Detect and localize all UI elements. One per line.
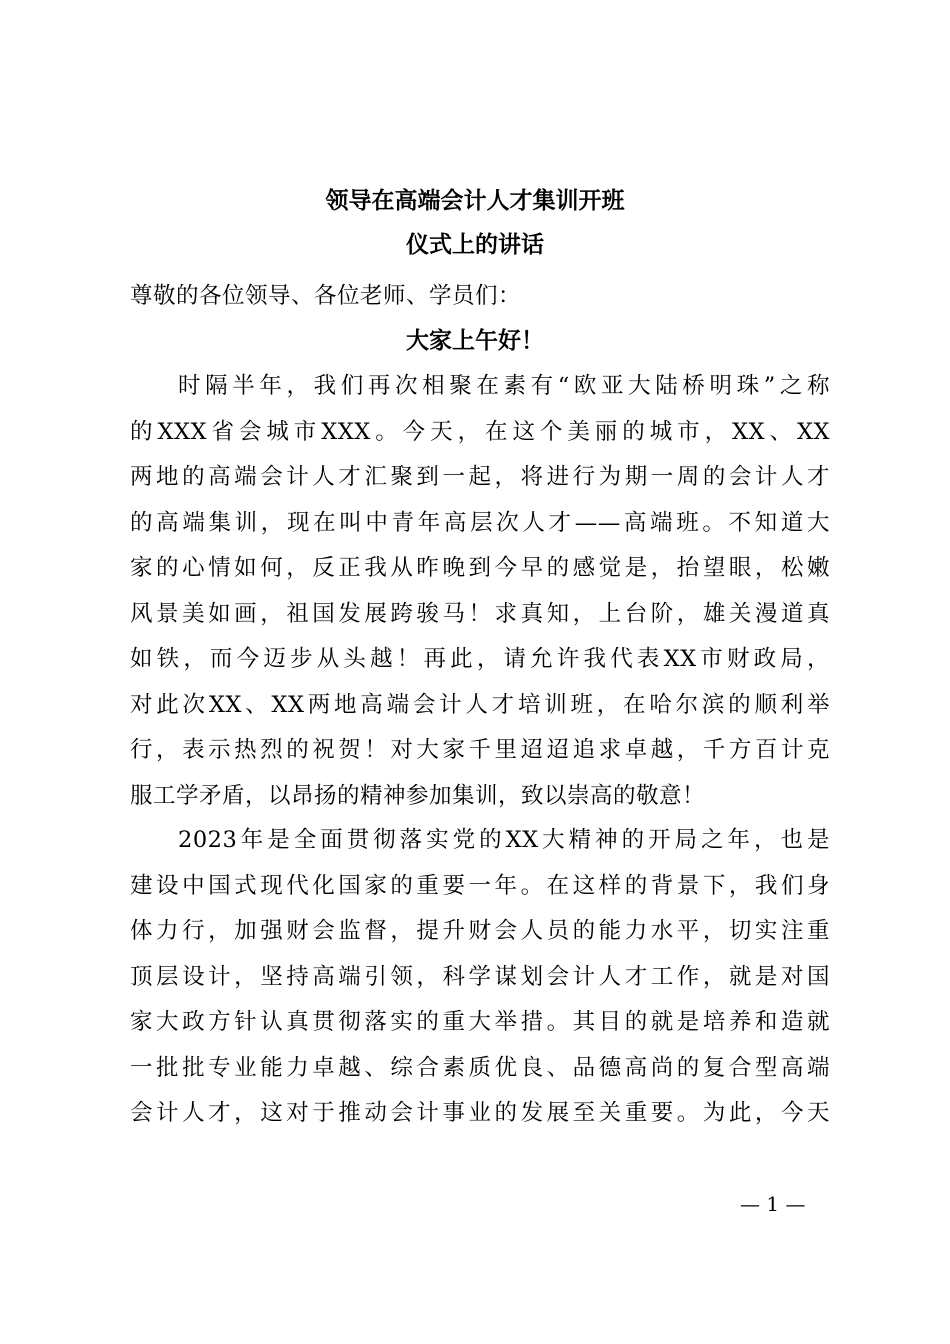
paragraph-line: 建设中国式现代化国家的重要一年。在这样的背景下，我们身	[130, 872, 830, 899]
paragraph-line: 家的心情如何，反正我从昨晚到今早的感觉是，抬望眼，松嫩	[130, 555, 830, 581]
paragraph-line: 会计人才，这对于推动会计事业的发展至关重要。为此，今天	[130, 1100, 830, 1126]
paragraph-2	[130, 818, 830, 1137]
paragraph-line: 服工学矛盾，以昂扬的精神参加集训，致以崇高的敬意！	[130, 782, 706, 809]
document-title-line-1: 领导在高端会计人才集训开班	[325, 187, 625, 214]
paragraph-line: 2023年是全面贯彻落实党的XX大精神的开局之年，也是	[178, 827, 830, 853]
paragraph-line: 如铁，而今迈步从头越！再此，请允许我代表XX市财政局，	[130, 646, 830, 672]
paragraph-line: 两地的高端会计人才汇聚到一起，将进行为期一周的会计人才	[130, 464, 830, 490]
paragraph-line: 的高端集训，现在叫中青年高层次人才——高端班。不知道大	[130, 509, 830, 536]
salutation: 尊敬的各位领导、各位老师、学员们：	[130, 283, 522, 309]
paragraph-line: 的XXX省会城市XXX。今天，在这个美丽的城市，XX、XX	[130, 418, 830, 445]
paragraph-line: 体力行，加强财会监督，提升财会人员的能力水平，切实注重	[130, 918, 830, 944]
greeting: 大家上午好！	[406, 327, 544, 354]
paragraph-line: 时隔半年，我们再次相聚在素有“欧亚大陆桥明珠”之称	[178, 373, 830, 399]
paragraph-line: 一批批专业能力卓越、综合素质优良、品德高尚的复合型高端	[130, 1054, 830, 1081]
paragraph-line: 对此次XX、XX两地高端会计人才培训班，在哈尔滨的顺利举	[130, 691, 830, 718]
paragraph-line: 家大政方针认真贯彻落实的重大举措。其目的就是培养和造就	[130, 1009, 830, 1035]
page-number: — 1 —	[740, 1192, 806, 1216]
paragraph-1	[130, 364, 830, 819]
paragraph-line: 顶层设计，坚持高端引领，科学谋划会计人才工作，就是对国	[130, 963, 830, 990]
paragraph-line: 风景美如画，祖国发展跨骏马！求真知，上台阶，雄关漫道真	[130, 600, 830, 627]
document-title-line-2: 仪式上的讲话	[406, 231, 544, 258]
paragraph-line: 行，表示热烈的祝贺！对大家千里迢迢追求卓越，千方百计克	[130, 737, 830, 763]
